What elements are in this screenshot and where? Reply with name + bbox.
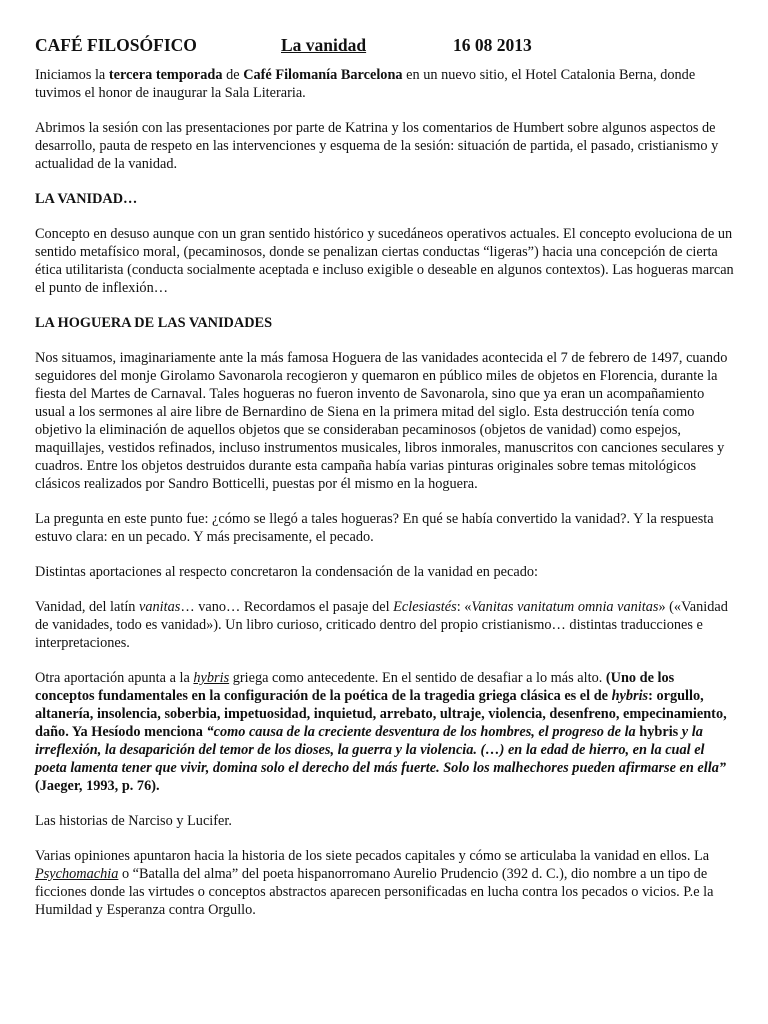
paragraph-hoguera: Nos situamos, imaginariamente ante la más famosa Hoguera de las vanidades acontecida el 7 de febrero de 1497, cuando seguidores del monje Girolamo Savonarola recogieron y quemaron en público miles de objetos en Florencia, durante la fiesta del Martes de Carnaval. Tales hogueras no fueron invento de Savonarola, sino que ya eran un acompañamiento usual a los sermones al aire libre de Bernardino de Siena en la primera mitad del siglo. Esta destrucción tenía como objetivo la eliminación de aquellos objetos que se consideraban pecaminosos (objetos de vanidad) como espejos, maquillajes, vestidos refinados, incluso instrumentos musicales, libros inmorales, manuscritos con canciones seculares y cuadros. Entre los objetos destruidos durante esta campaña había varias pinturas originales sobre temas mitológicos clásicos realizados por Sandro Botticelli, puestas por él mismo en la hoguera. — [35, 350, 728, 492]
text-run: en un nuevo sitio, el Hotel Catalonia Berna, donde tuvimos el honor de inaugurar la Sala Literaria. — [35, 67, 696, 101]
text-run: … vano… Recordamos el pasaje del — [180, 599, 394, 615]
underlined-term-hybris: hybris — [193, 670, 230, 686]
paragraph-hybris — [35, 669, 734, 795]
paragraph-concept: Concepto en desuso aunque con un gran sentido histórico y sucedáneos operativos actuales. El concepto evoluciona de un sentido metafísico moral, (pecaminosos, donde se penalizan ciertas conductas “ligeras”) hacia una concepción de cierta ética utilitarista (conducta socialmente aceptada e incluso exigible o deseable en algunos contextos). Las hogueras marcan el punto de inflexión… — [35, 226, 734, 296]
paragraph-narciso: Las historias de Narciso y Lucifer. — [35, 813, 232, 829]
paragraph-vanitas — [35, 598, 734, 652]
italic-run: Eclesiastés — [393, 599, 457, 615]
text-run: griega como antecedente. En el sentido de desafiar a lo más alto. — [229, 670, 606, 686]
document-title: CAFÉ FILOSÓFICO — [35, 35, 197, 55]
document-date: 16 08 2013 — [453, 35, 532, 55]
italic-run: vanitas — [139, 599, 181, 615]
text-run: » («Vanidad de vanidades, todo es vanidad»). Un libro curioso, criticado dentro del propio cristianismo… distintas traducciones e interpretaciones. — [35, 599, 728, 651]
paragraph-session: Abrimos la sesión con las presentaciones por parte de Katrina y los comentarios de Humbert sobre algunos aspectos de desarrollo, pauta de respeto en las intervenciones y esquema de la sesión: situación de partida, el pasado, cristianismo y actualidad de la vanidad. — [35, 120, 719, 172]
underlined-term-psychomachia: Psychomachia — [35, 866, 119, 882]
paragraph-pecados — [35, 847, 734, 919]
text-run: o “Batalla del alma” del poeta hispanorromano Aurelio Prudencio (392 d. C.), dio nombre a un tipo de ficciones donde las virtudes o conceptos abstractos aparecen personificadas en lucha contra los pecados o vicios. P.e la Humildad y Esperanza contra Orgullo. — [35, 866, 714, 918]
paragraph-question: La pregunta en este punto fue: ¿cómo se llegó a tales hogueras? En qué se había convertido la vanidad?. Y la respuesta estuvo clara: en un pecado. Y más precisamente, el pecado. — [35, 511, 714, 545]
bold-run: hybris — [639, 724, 679, 740]
text-run: : « — [456, 599, 472, 615]
paragraph-contributions: Distintas aportaciones al respecto concretaron la condensación de la vanidad en pecado: — [35, 564, 538, 580]
section-heading-vanidad: LA VANIDAD… — [35, 191, 138, 207]
bold-run: Café Filomanía Barcelona — [243, 67, 403, 83]
paragraph-intro — [35, 66, 734, 102]
italic-run: Vanitas vanitatum omnia vanitas — [471, 599, 659, 615]
bold-italic-run: “como causa de la creciente desventura de los hombres, el progreso de la — [206, 724, 640, 740]
bold-italic-run: y la irreflexión, la desaparición del temor de los dioses, la guerra y la violencia. (…) en la edad de hierro, en la cual el poeta lamenta tener que vivir, domina solo el derecho del más fuerte. Solo los malhechores pueden afirmarse en ella” — [35, 724, 726, 776]
text-run: Otra aportación apunta a la — [35, 670, 194, 686]
bold-run: (Jaeger, 1993, p. 76). — [35, 778, 160, 794]
text-run: de — [222, 67, 244, 83]
text-run: Varias opiniones apuntaron hacia la historia de los siete pecados capitales y cómo se articulaba la vanidad en ellos. La — [35, 848, 710, 864]
section-heading-hoguera: LA HOGUERA DE LAS VANIDADES — [35, 315, 273, 331]
bold-run: : orgullo, altanería, insolencia, soberbia, impetuosidad, inquietud, arrebato, ultraje, violencia, desenfreno, empecinamiento, daño. Ya Hesíodo menciona — [35, 688, 727, 740]
text-run: Vanidad, del latín — [35, 599, 140, 615]
document-header — [35, 34, 734, 56]
document-topic: La vanidad — [281, 35, 367, 55]
text-run: Iniciamos la — [35, 67, 109, 83]
bold-italic-run: hybris — [611, 688, 649, 704]
bold-run: tercera temporada — [108, 67, 223, 83]
bold-run: (Uno de los conceptos fundamentales en la configuración de la poética de la tragedia griega clásica es el de — [35, 670, 675, 704]
